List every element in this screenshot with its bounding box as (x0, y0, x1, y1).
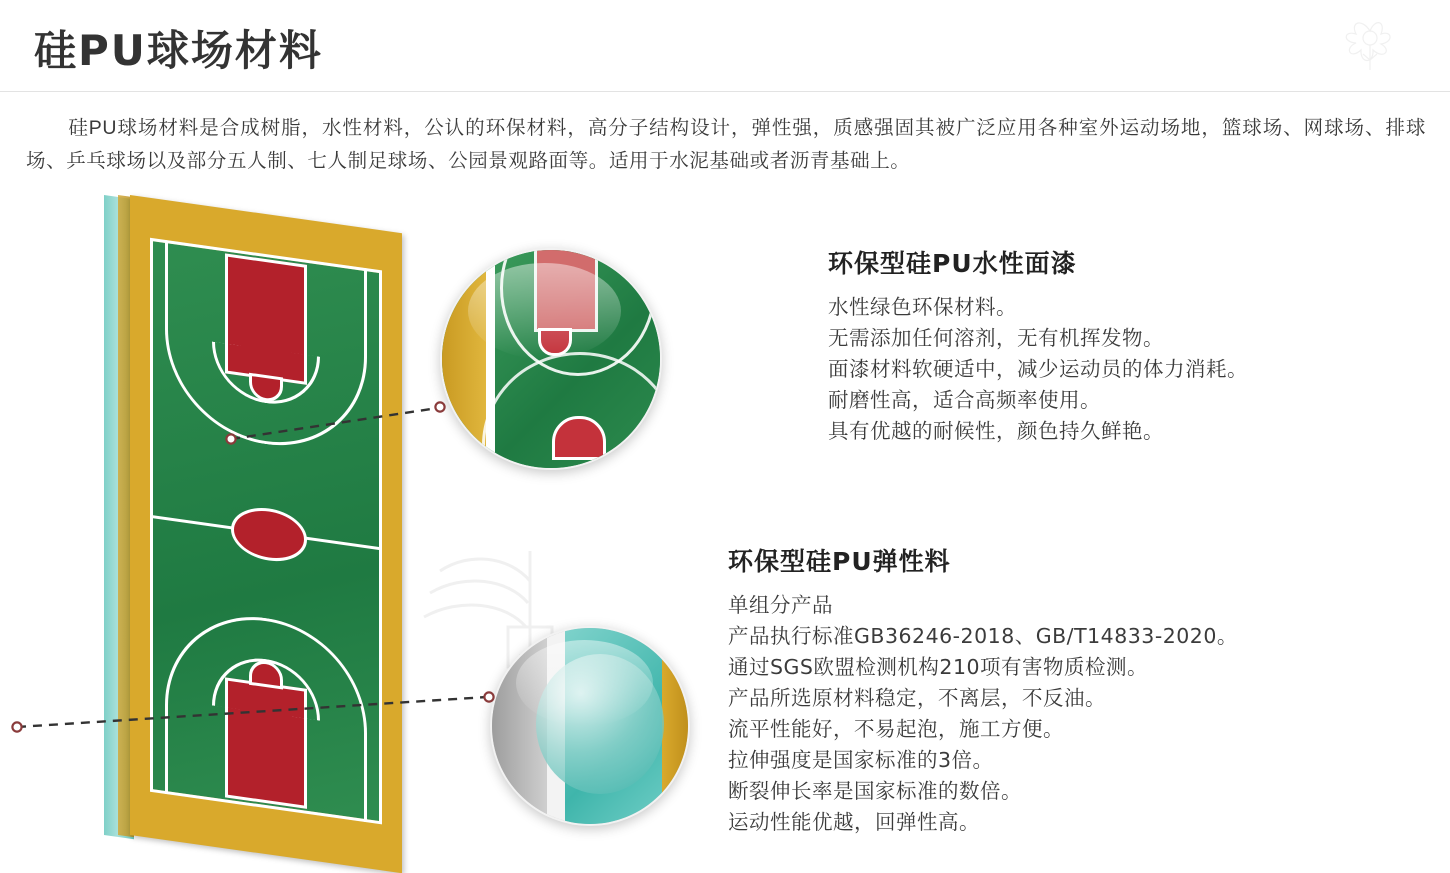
surface-layer-magnifier (440, 248, 662, 470)
magnifier-lower-key (552, 416, 606, 460)
section-line: 产品所选原材料稳定，不离层，不反油。 (728, 686, 1106, 710)
section-line: 运动性能优越，回弹性高。 (728, 810, 980, 834)
section-line: 产品执行标准GB36246-2018、GB/T14833-2020。 (728, 624, 1238, 648)
section-line: 无需添加任何溶剂，无有机挥发物。 (828, 326, 1164, 350)
section-elastic-material (728, 542, 1348, 838)
flower-logo-icon (1330, 8, 1410, 78)
illustration-area (0, 186, 830, 855)
section-line: 拉伸强度是国家标准的3倍。 (728, 748, 994, 772)
section-line: 通过SGS欧盟检测机构210项有害物质检测。 (728, 655, 1149, 679)
section-title: 环保型硅PU弹性料 (728, 547, 951, 576)
section-title: 环保型硅PU水性面漆 (828, 249, 1077, 278)
section-line: 耐磨性高，适合高频率使用。 (828, 388, 1101, 412)
page-header (0, 0, 1450, 92)
elastic-highlight-blob (536, 654, 664, 794)
magnifier-yellow-band (442, 250, 486, 468)
section-line: 单组分产品 (728, 593, 833, 617)
section-line: 具有优越的耐候性，颜色持久鲜艳。 (828, 419, 1164, 443)
center-circle (231, 503, 307, 566)
elastic-layer-magnifier (490, 626, 690, 826)
page-title: 硅PU球场材料 (34, 26, 323, 75)
basketball-court-diagram (104, 195, 404, 835)
magnifier-key-area (534, 248, 598, 332)
section-line: 断裂伸长率是国家标准的数倍。 (728, 779, 1022, 803)
section-line: 水性绿色环保材料。 (828, 295, 1017, 319)
section-line: 流平性能好，不易起泡，施工方便。 (728, 717, 1064, 741)
court-playfield (150, 238, 382, 825)
court-surface (130, 195, 402, 873)
section-line: 面漆材料软硬适中，减少运动员的体力消耗。 (828, 357, 1248, 381)
elastic-yellow-edge (662, 628, 688, 824)
intro-paragraph (26, 112, 1426, 178)
intro-text: 硅PU球场材料是合成树脂，水性材料，公认的环保材料，高分子结构设计，弹性强，质感强固其被广泛应用各种室外运动场地，篮球场、网球场、排球场、乒乓球场以及部分五人制、七人制足球场、公园景观路面等。适用于水泥基础或者沥青基础上。 (26, 117, 1426, 172)
section-surface-paint (828, 244, 1448, 447)
